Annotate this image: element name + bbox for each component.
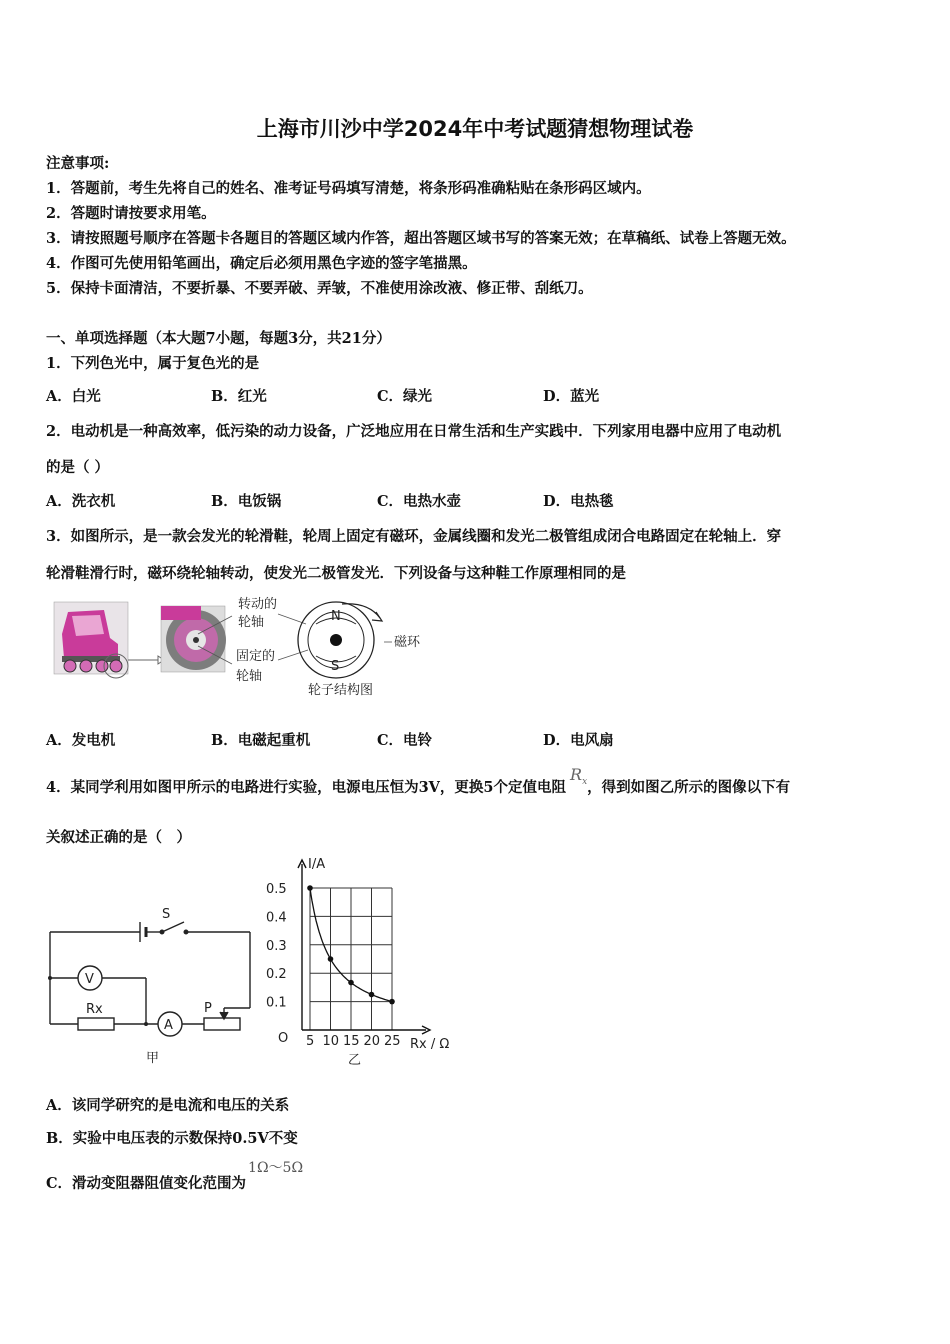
y-tick-label: 0.3 [266,938,287,954]
x-tick-label: 15 [343,1034,360,1049]
q3-option-d: D．电风扇 [543,732,614,749]
data-point [348,980,354,986]
q2-stem: 2．电动机是一种高效率，低污染的动力设备，广泛地应用在日常生活和生产实践中．下列家用电器中应用了电动机 [46,423,782,440]
chart-grid [310,888,392,1030]
switch-label: S [162,907,171,922]
data-point [369,992,375,998]
data-point [307,885,313,891]
wheel-structure-diagram [298,602,382,678]
data-point [389,999,395,1005]
notice-item: 4．作图可先使用铅笔画出，确定后必须用黑色字迹的签字笔描黑。 [46,255,477,272]
q3-stem-cont: 轮滑鞋滑行时，磁环绕轮轴转动，使发光二极管发光．下列设备与这种鞋工作原理相同的是 [46,565,626,582]
voltmeter-label: V [85,972,94,987]
q2-option-d: D．电热毯 [543,493,614,510]
rx-symbol: $R_x$ [570,765,588,788]
slider-label: P [204,1001,212,1016]
y-tick-label: 0.4 [266,910,287,926]
q4-stem-part2: ，得到如图乙所示的图像以下有 [587,779,791,796]
option-c-range: 1Ω～5Ω [248,1160,304,1176]
current-resistance-chart [266,854,466,1069]
chart-origin-label: O [278,1031,289,1046]
x-tick-label: 10 [322,1034,340,1049]
q4-option-a: A．该同学研究的是电流和电压的关系 [46,1097,290,1114]
data-point [328,956,334,962]
resistor-label: Rx [86,1002,103,1017]
q4-option-c: C．滑动变阻器阻值变化范围为1Ω～5Ω [46,1160,304,1192]
north-pole-label: N [331,609,341,624]
chart-axes [298,860,430,1034]
x-tick-label: 20 [363,1034,381,1049]
south-pole-label: S [331,659,340,674]
q1-option-d: D．蓝光 [543,388,600,405]
q2-stem-cont: 的是（ ） [46,459,110,476]
q4-stem-part1: 4．某同学利用如图甲所示的电路进行实验，电源电压恒为3V，更换5个定值电阻 [46,779,567,796]
chart-y-axis-label: I/A [308,857,326,872]
circuit-caption: 甲 [146,1051,160,1066]
notice-item: 3．请按照题号顺序在答题卡各题目的答题区域内作答，超出答题区域书写的答案无效；在草稿纸、试卷上答题无效。 [46,230,796,247]
q3-option-a: A．发电机 [46,732,116,749]
roller-skate-figure [46,594,436,704]
chart-x-axis-label: Rx / Ω [410,1037,450,1052]
q4-option-b: B．实验中电压表的示数保持0.5V不变 [46,1130,298,1147]
q2-option-b: B．电饭锅 [211,493,282,510]
x-tick-label: 25 [384,1034,401,1049]
q3-option-b: B．电磁起重机 [211,732,311,749]
page-title: 上海市川沙中学2024年中考试题猜想物理试卷 [256,117,694,141]
section-heading: 一、单项选择题（本大题7小题，每题3分，共21分） [46,330,391,347]
skate-photo [54,602,128,678]
y-tick-label: 0.5 [266,882,287,897]
wheel-structure-label: 轮子结构图 [308,683,374,698]
ammeter-label: A [164,1018,173,1033]
notice-item: 5．保持卡面清洁，不要折暴、不要弄破、弄皱，不准使用涂改液、修正带、刮纸刀。 [46,280,593,297]
magnet-ring-label: 磁环 [394,635,421,650]
q1-option-b: B．红光 [211,388,267,405]
q2-option-c: C．电热水壶 [377,493,462,510]
notice-item: 2．答题时请按要求用笔。 [46,205,216,222]
fixed-axle-label-2: 轮轴 [236,669,263,684]
notice-item: 1．答题前，考生先将自己的姓名、准考证号码填写清楚，将条形码准确粘贴在条形码区域内。 [46,180,651,197]
q1-option-c: C．绿光 [377,388,433,405]
chart-caption: 乙 [348,1053,362,1068]
wheel-photo [161,606,226,672]
rotating-axle-label-2: 轮轴 [238,615,265,630]
q4-stem [46,765,791,799]
notice-heading: 注意事项: [46,155,110,172]
circuit-diagram [44,900,264,1070]
q2-option-a: A．洗衣机 [46,493,116,510]
q1-stem: 1．下列色光中，属于复色光的是 [46,355,260,372]
rotating-axle-label: 转动的 [238,597,278,612]
x-tick-label: 5 [306,1034,315,1049]
fixed-axle-label: 固定的 [236,649,276,664]
y-tick-label: 0.1 [266,995,287,1011]
q1-option-a: A．白光 [46,388,101,405]
q3-option-c: C．电铃 [377,732,433,749]
y-tick-label: 0.2 [266,967,287,983]
chart-ticks [266,882,401,1049]
q3-stem: 3．如图所示，是一款会发光的轮滑鞋，轮周上固定有磁环，金属线圈和发光二极管组成闭合电路固定在轮轴上．穿 [46,528,782,545]
q4-stem-cont: 关叙述正确的是（ ） [46,829,191,846]
